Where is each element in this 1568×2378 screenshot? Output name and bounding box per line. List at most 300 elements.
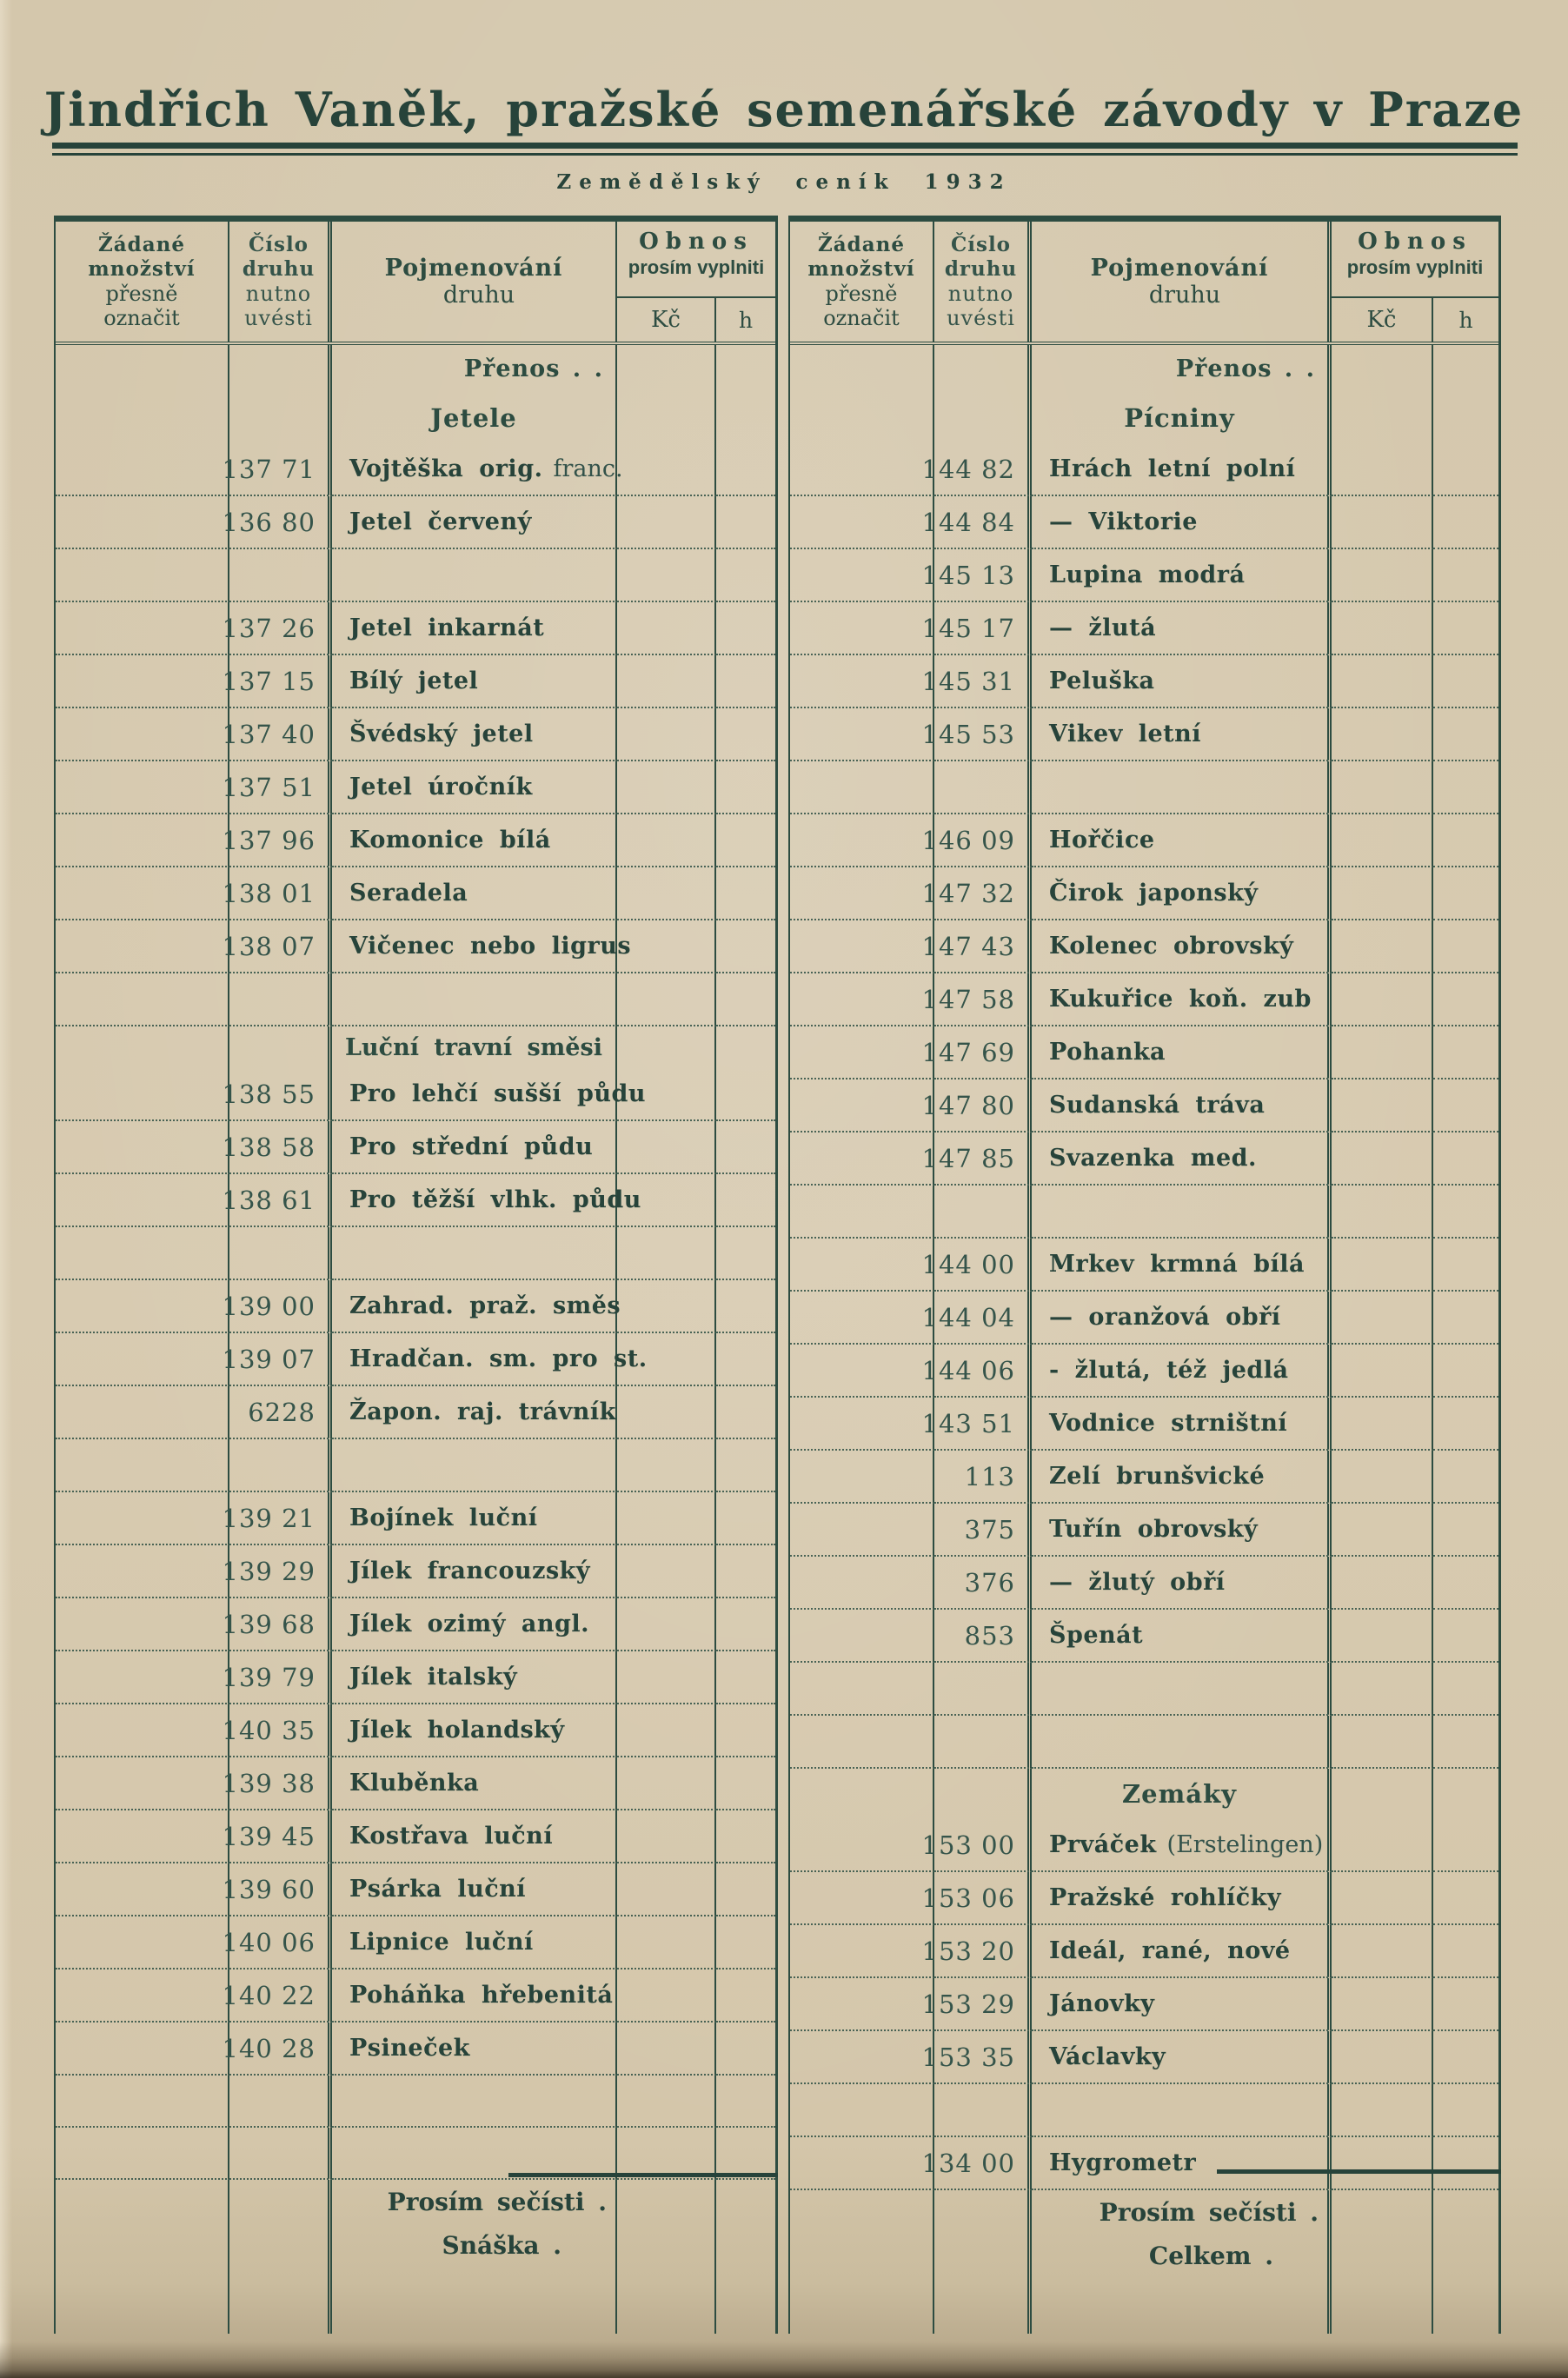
species-name: Mrkev krmná bílá [1049, 1251, 1305, 1278]
amount-kc-cell [617, 393, 716, 443]
amount-kc-cell [1332, 1504, 1433, 1557]
table-row [790, 1557, 1498, 1610]
species-name-cell [1032, 814, 1332, 867]
amount-kc-cell [1332, 1026, 1433, 1079]
species-number: 145 13 [921, 560, 1015, 590]
total-label: Prosím sečísti . [387, 2187, 607, 2216]
species-name-cell [1032, 1872, 1332, 1925]
species-number-cell [222, 1757, 332, 1810]
amount-h-cell [1433, 867, 1498, 920]
qty-cell [56, 1651, 229, 1704]
divider-rule-thin [52, 153, 1518, 156]
label-row [56, 2180, 775, 2223]
amount-kc-cell [617, 2023, 716, 2076]
amount-kc-cell [1332, 1716, 1433, 1769]
species-number: 144 04 [921, 1302, 1015, 1332]
species-number-cell [921, 1079, 1032, 1133]
qty-cell [790, 1663, 934, 1716]
species-number-cell [222, 1068, 332, 1121]
qty-cell [56, 1704, 229, 1757]
amount-kc-cell [617, 1026, 716, 1068]
amount-kc-cell [1332, 2137, 1433, 2190]
amount-kc-cell [1332, 2190, 1433, 2234]
amount-h-cell [1433, 345, 1498, 393]
species-name: Bojínek luční [349, 1505, 538, 1531]
species-number-cell [921, 1398, 1032, 1451]
qty-cell [790, 920, 934, 973]
table-row [790, 1133, 1498, 1186]
species-number-cell [229, 2223, 332, 2267]
h-cell [1433, 2277, 1498, 2334]
species-number: 138 61 [222, 1185, 316, 1215]
amount-kc-cell [617, 1545, 716, 1598]
qty-cell [790, 867, 934, 920]
species-number-cell [934, 1769, 1032, 1819]
amount-h-cell [716, 1121, 775, 1174]
species-number: 140 22 [222, 1980, 316, 2010]
sum-rule-right [1217, 2169, 1501, 2174]
species-number-cell [229, 345, 332, 393]
species-name: Pro střední půdu [349, 1133, 594, 1160]
species-name: Komonice bílá [349, 827, 551, 854]
table-row [790, 1451, 1498, 1504]
amount-h-cell [716, 496, 775, 549]
amount-kc-cell [1332, 2234, 1433, 2277]
page-title: Jindřich Vaněk, pražské semenářské závody v Praze [43, 82, 1525, 137]
amount-h-cell [1433, 761, 1498, 814]
amount-kc-cell [1332, 1769, 1433, 1819]
section-title: Zemáky [1121, 1779, 1238, 1809]
species-name-cell [1032, 2190, 1332, 2234]
qty-cell [790, 1026, 934, 1079]
species-name-cell [1032, 1819, 1332, 1872]
species-name-cell [332, 1492, 617, 1545]
qty-cell [790, 549, 934, 602]
header-currency-h: h [1458, 307, 1473, 333]
species-name-cell [332, 1068, 647, 1121]
qty-cell [56, 1545, 229, 1598]
amount-h-cell [716, 1545, 775, 1598]
species-name: Hrách letní polní [1049, 455, 1296, 482]
species-name: Zahrad. praž. směs [349, 1292, 621, 1319]
header-amount-title: Obnos [639, 229, 754, 255]
species-name: Zelí brunšvické [1049, 1463, 1266, 1490]
species-name-cell [1032, 1504, 1332, 1557]
total-label: Snáška . [442, 2230, 561, 2260]
species-name-cell [1032, 2234, 1332, 2277]
table-row [790, 1925, 1498, 1978]
section-title: Luční travní směsi [345, 1033, 602, 1061]
species-number: 137 51 [222, 772, 316, 802]
table-row [56, 1810, 775, 1863]
species-number-cell [222, 1598, 332, 1651]
qty-cell [790, 814, 934, 867]
kc-cell [1332, 2277, 1433, 2334]
qty-cell [56, 761, 229, 814]
species-name-cell [332, 973, 617, 1026]
filler-row [790, 2277, 1498, 2334]
species-name-cell [332, 496, 617, 549]
qty-cell [56, 1439, 229, 1492]
amount-h-cell [1433, 1716, 1498, 1769]
species-number: 137 96 [222, 825, 316, 855]
label2-row [790, 2234, 1498, 2277]
species-name: Lupina modrá [1049, 561, 1246, 588]
table-row [56, 496, 775, 549]
species-name: Jílek holandský [349, 1717, 565, 1744]
species-name-cell [332, 1863, 617, 1916]
amount-kc-cell [1332, 496, 1433, 549]
amount-kc-cell [1332, 655, 1433, 708]
amount-h-cell [1433, 1610, 1498, 1663]
table-row [790, 867, 1498, 920]
species-name-cell [332, 1121, 617, 1174]
amount-kc-cell [1332, 1610, 1433, 1663]
species-name: Bílý jetel [349, 668, 479, 694]
qty-cell [790, 602, 934, 655]
table-row [56, 867, 775, 920]
species-name: Vojtěška orig. [349, 455, 543, 482]
species-number: 138 58 [222, 1132, 316, 1162]
species-number-cell [222, 2023, 332, 2076]
species-number-cell [921, 1872, 1032, 1925]
amount-kc-cell [617, 1227, 716, 1280]
qty-cell [790, 496, 934, 549]
species-name-cell [1032, 2137, 1332, 2190]
table-row [56, 1598, 775, 1651]
species-name-cell [1032, 1186, 1332, 1239]
table-row [790, 814, 1498, 867]
species-name-cell [332, 2023, 617, 2076]
qty-cell [790, 1292, 934, 1345]
species-number-cell [229, 1386, 332, 1439]
filler-row [56, 2267, 775, 2334]
species-number: 853 [964, 1620, 1015, 1651]
species-name-cell [1032, 1026, 1332, 1079]
species-number-cell [934, 345, 1032, 393]
amount-kc-cell [617, 1068, 716, 1121]
species-number: 139 07 [222, 1344, 316, 1374]
amount-h-cell [1433, 973, 1498, 1026]
qty-cell [790, 708, 934, 761]
species-number-cell [222, 708, 332, 761]
amount-h-cell [716, 708, 775, 761]
qty-cell [56, 1863, 229, 1916]
section-row [790, 393, 1498, 443]
amount-h-cell [716, 2023, 775, 2076]
amount-h-cell [1433, 1079, 1498, 1133]
table-row [790, 443, 1498, 496]
header-number-line: druhu [242, 257, 316, 281]
amount-h-cell [716, 920, 775, 973]
table-row [56, 1863, 775, 1916]
species-number-cell [921, 920, 1032, 973]
total-label: Prosím sečísti . [1099, 2197, 1319, 2227]
amount-kc-cell [617, 1757, 716, 1810]
amount-h-cell [716, 345, 775, 393]
header-name-regular: druhu [1148, 282, 1221, 309]
species-name-cell [332, 1386, 617, 1439]
species-name: Čirok japonský [1049, 880, 1259, 907]
species-number: 147 69 [921, 1037, 1015, 1067]
species-number: 375 [964, 1514, 1015, 1544]
species-number: 138 07 [222, 931, 316, 961]
species-number-cell [934, 1504, 1032, 1557]
species-name-cell [1032, 345, 1332, 393]
section-title: Pícniny [1124, 403, 1235, 433]
species-name: Seradela [349, 880, 468, 907]
species-number: 113 [964, 1461, 1015, 1491]
amount-h-cell [1433, 1663, 1498, 1716]
species-name-cell [1032, 1978, 1332, 2031]
amount-h-cell [1433, 1819, 1498, 1872]
table-row [56, 1969, 775, 2023]
qty-cell [790, 1769, 934, 1819]
table-row [790, 708, 1498, 761]
amount-kc-cell [617, 496, 716, 549]
amount-h-cell [716, 1068, 775, 1121]
label2-row [56, 2223, 775, 2267]
amount-h-cell [1433, 1451, 1498, 1504]
amount-h-cell [716, 1174, 775, 1227]
species-number: 140 06 [222, 1927, 316, 1957]
species-name: — oranžová obří [1049, 1304, 1281, 1331]
species-name-cell [332, 549, 617, 602]
species-name-cell [1032, 920, 1332, 973]
qty-cell [790, 1186, 934, 1239]
table-row [56, 1121, 775, 1174]
species-number: 140 28 [222, 2033, 316, 2063]
species-name: Jetel červený [349, 508, 532, 535]
qty-cell [56, 2180, 229, 2223]
species-name: Špenát [1049, 1622, 1144, 1649]
species-number: 147 32 [921, 878, 1015, 908]
species-number-cell [229, 2180, 332, 2223]
species-number-cell [921, 2031, 1032, 2084]
species-number-cell [222, 1863, 332, 1916]
empty-row [790, 1716, 1498, 1769]
amount-h-cell [716, 1916, 775, 1969]
species-name-cell [1032, 1716, 1332, 1769]
amount-h-cell [1433, 2234, 1498, 2277]
amount-h-cell [1433, 1345, 1498, 1398]
amount-kc-cell [617, 1863, 716, 1916]
table-row [56, 1704, 775, 1757]
table-row [790, 2137, 1498, 2190]
amount-kc-cell [617, 814, 716, 867]
header-number-line: druhu [944, 257, 1018, 281]
species-number-cell [921, 867, 1032, 920]
species-name: Hořčice [1049, 827, 1155, 854]
species-name: — Viktorie [1049, 508, 1198, 535]
qty-cell [56, 1068, 229, 1121]
species-name: Svazenka med. [1049, 1145, 1257, 1172]
species-name-cell [1032, 2084, 1332, 2137]
header-number-line: nutno [947, 282, 1014, 306]
qty-cell [56, 393, 229, 443]
species-name: Žapon. raj. trávník [349, 1398, 616, 1425]
qty-cell [790, 1872, 934, 1925]
qty-cell [56, 2128, 229, 2180]
amount-kc-cell [617, 1916, 716, 1969]
amount-kc-cell [617, 655, 716, 708]
species-name-cell [332, 867, 617, 920]
order-table-right [788, 216, 1501, 2334]
species-name: Kukuřice koň. zub [1049, 986, 1312, 1013]
section-title: Jetele [430, 403, 517, 433]
species-number-cell [934, 2084, 1032, 2137]
species-name: Václavky [1049, 2043, 1166, 2070]
amount-h-cell [716, 2180, 775, 2223]
carry-over-label: Přenos . . [1175, 355, 1315, 382]
species-name-cell [1032, 867, 1332, 920]
qty-cell [790, 2137, 934, 2190]
amount-kc-cell [617, 1969, 716, 2023]
empty-row [790, 1663, 1498, 1716]
species-number-cell [222, 443, 332, 496]
species-number-cell [921, 1292, 1032, 1345]
species-number: 153 00 [921, 1830, 1015, 1860]
amount-kc-cell [617, 2223, 716, 2267]
amount-kc-cell [617, 1386, 716, 1439]
amount-kc-cell [617, 1651, 716, 1704]
qty-cell [790, 973, 934, 1026]
species-name-cell [1032, 602, 1332, 655]
header-amount-subtitle: prosím vyplniti [628, 256, 765, 278]
species-name-cell [1032, 1345, 1332, 1398]
table-row [790, 920, 1498, 973]
species-number-cell [222, 1174, 332, 1227]
species-name-cell [332, 1026, 617, 1068]
table-row [56, 1545, 775, 1598]
amount-kc-cell [1332, 867, 1433, 920]
table-row [790, 1026, 1498, 1079]
species-number: 146 09 [921, 825, 1015, 855]
amount-h-cell [1433, 2031, 1498, 2084]
species-number-cell [222, 1121, 332, 1174]
species-name-cell [1032, 1398, 1332, 1451]
amount-kc-cell [617, 1174, 716, 1227]
amount-h-cell [716, 973, 775, 1026]
species-name-cell [332, 1916, 617, 1969]
species-number: 144 06 [921, 1355, 1015, 1385]
amount-h-cell [1433, 1398, 1498, 1451]
amount-h-cell [716, 393, 775, 443]
table-header [56, 222, 775, 345]
species-number-cell [222, 1916, 332, 1969]
species-number: 134 00 [921, 2148, 1015, 2178]
species-number-cell [934, 1186, 1032, 1239]
amount-kc-cell [1332, 761, 1433, 814]
table-row [56, 1757, 775, 1810]
scan-edge-shadow [0, 2341, 1568, 2378]
species-number-cell [229, 549, 332, 602]
amount-h-cell [716, 549, 775, 602]
species-number: 139 68 [222, 1609, 316, 1639]
amount-h-cell [716, 1863, 775, 1916]
species-name-cell [332, 920, 632, 973]
amount-h-cell [1433, 1239, 1498, 1292]
species-number: 138 55 [222, 1079, 316, 1109]
species-number: 147 80 [921, 1090, 1015, 1120]
species-number-cell [921, 602, 1032, 655]
empty-row [56, 973, 775, 1026]
species-name-cell [332, 2128, 617, 2180]
qty-cell [790, 2031, 934, 2084]
species-number: 145 17 [921, 613, 1015, 643]
table-row [790, 1398, 1498, 1451]
header-name-regular: druhu [442, 282, 515, 309]
species-number: 153 06 [921, 1883, 1015, 1913]
header-amount-title: Obnos [1358, 229, 1472, 255]
amount-kc-cell [617, 549, 716, 602]
amount-h-cell [1433, 1292, 1498, 1345]
species-name: Pro lehčí sušší půdu [349, 1080, 647, 1107]
total-label: Celkem . [1148, 2241, 1273, 2270]
amount-kc-cell [1332, 549, 1433, 602]
amount-kc-cell [1332, 1292, 1433, 1345]
species-number-cell [921, 1925, 1032, 1978]
num-cell [934, 2277, 1032, 2334]
header-species-number [229, 222, 332, 342]
amount-h-cell [1433, 2084, 1498, 2137]
header-amount [1332, 222, 1498, 342]
species-number-cell [222, 655, 332, 708]
qty-cell [56, 867, 229, 920]
amount-kc-cell [1332, 973, 1433, 1026]
species-number: 137 40 [222, 719, 316, 749]
species-name: — žlutý obří [1049, 1569, 1226, 1596]
species-number-cell [229, 1026, 332, 1068]
amount-h-cell [1433, 496, 1498, 549]
species-number-cell [229, 1439, 332, 1492]
species-number-cell [921, 973, 1032, 1026]
species-name-cell [332, 2180, 617, 2223]
header-number-line: Číslo [950, 233, 1012, 256]
species-number-cell [921, 1026, 1032, 1079]
header-quantity [790, 222, 934, 342]
empty-row [790, 761, 1498, 814]
amount-kc-cell [617, 1280, 716, 1333]
table-row [790, 602, 1498, 655]
species-number-cell [934, 1451, 1032, 1504]
amount-kc-cell [617, 1492, 716, 1545]
empty-row [790, 1186, 1498, 1239]
species-name: Pro těžší vlhk. půdu [349, 1186, 641, 1213]
species-name: Pohanka [1049, 1039, 1166, 1066]
amount-kc-cell [617, 1704, 716, 1757]
species-number-cell [934, 2190, 1032, 2234]
page-subtitle: Zemědělský ceník 1932 [556, 170, 1012, 194]
table-row [56, 1174, 775, 1227]
amount-kc-cell [1332, 393, 1433, 443]
amount-kc-cell [617, 973, 716, 1026]
header-quantity [56, 222, 229, 342]
species-number: 139 79 [222, 1662, 316, 1692]
empty-row [56, 1439, 775, 1492]
species-number-cell [921, 496, 1032, 549]
species-number: 145 53 [921, 719, 1015, 749]
species-number: 143 51 [921, 1408, 1015, 1438]
qty-cell [56, 1598, 229, 1651]
table-row [790, 1292, 1498, 1345]
species-name: Kolenec obrovský [1049, 933, 1294, 960]
species-number-cell [222, 1280, 332, 1333]
species-number-cell [222, 761, 332, 814]
amount-h-cell [1433, 1133, 1498, 1186]
empty2-row [56, 2128, 775, 2180]
species-number-cell [921, 814, 1032, 867]
